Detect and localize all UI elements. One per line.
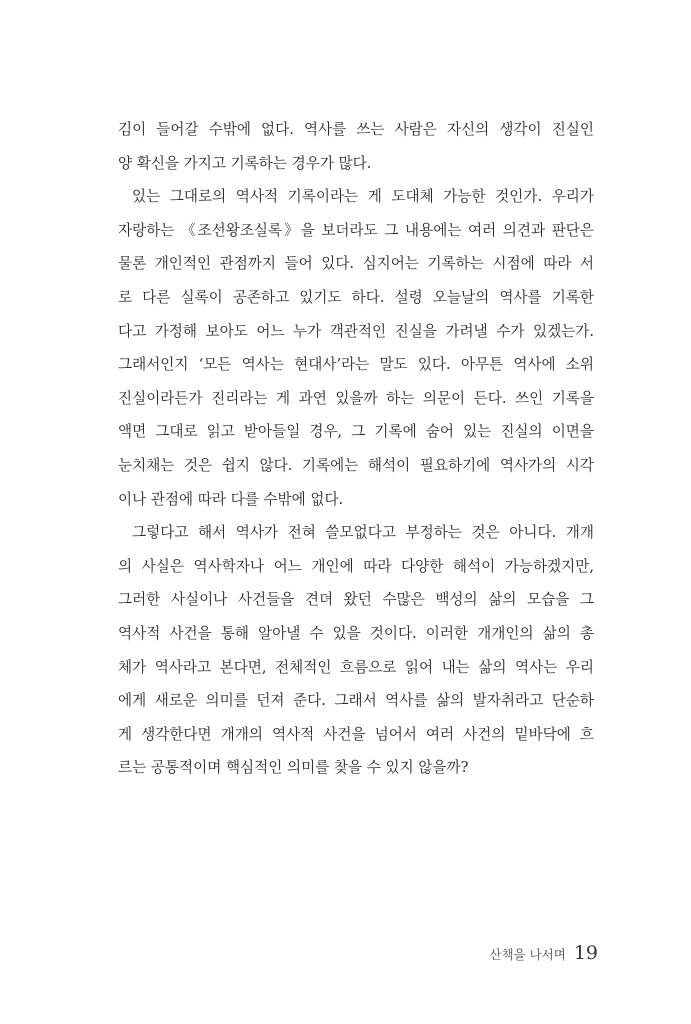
text-line: 김이 들어갈 수밖에 없다. 역사를 쓰는 사람은 자신의 생각이 진실인 <box>118 121 594 138</box>
text-line: 로 다른 실록이 공존하고 있기도 하다. 설령 오늘날의 역사를 기록한 <box>118 288 594 306</box>
text-line: 다고 가정해 보아도 어느 누가 객관적인 진실을 가려낼 수가 있겠는가. <box>118 322 594 340</box>
text-line: 이나 관점에 따라 다를 수밖에 없다. <box>118 490 344 508</box>
text-line: 게 생각한다면 개개의 역사적 사건을 넘어서 여러 사건의 밑바닥에 흐 <box>118 725 594 743</box>
page-footer <box>489 942 598 972</box>
text-line: 르는 공통적이며 핵심적인 의미를 찾을 수 있지 않을까? <box>118 759 469 777</box>
running-head: 산책을 나서며 <box>489 947 566 962</box>
text-line: 액면 그대로 읽고 받아들일 경우, 그 기록에 숨어 있는 진실의 이면을 <box>118 423 594 441</box>
text-line: 역사적 사건을 통해 알아낼 수 있을 것이다. 이러한 개개인의 삶의 총 <box>118 624 594 642</box>
text-line: 그렇다고 해서 역사가 전혀 쓸모없다고 부정하는 것은 아니다. 개개 <box>132 524 594 542</box>
text-line: 의 사실은 역사학자나 어느 개인에 따라 다양한 해석이 가능하겠지만, <box>118 557 594 575</box>
page-number: 19 <box>573 942 598 964</box>
text-line: 양 확신을 가지고 기록하는 경우가 많다. <box>118 154 372 172</box>
text-line: 눈치채는 것은 쉽지 않다. 기록에는 해석이 필요하기에 역사가의 시각 <box>118 456 594 474</box>
text-line: 그래서인지 ‘모든 역사는 현대사’라는 말도 있다. 아무튼 역사에 소위 <box>118 356 594 374</box>
text-line: 물론 개인적인 관점까지 들어 있다. 심지어는 기록하는 시점에 따라 서 <box>118 255 594 273</box>
text-line: 있는 그대로의 역사적 기록이라는 게 도대체 가능한 것인가. 우리가 <box>132 188 594 206</box>
text-line: 진실이라든가 진리라는 게 과연 있을까 하는 의문이 든다. 쓰인 기록을 <box>118 389 594 407</box>
text-line: 자랑하는 《조선왕조실록》을 보더라도 그 내용에는 여러 의견과 판단은 <box>118 221 594 239</box>
text-line: 체가 역사라고 본다면, 전체적인 흐름으로 읽어 내는 삶의 역사는 우리 <box>118 658 594 676</box>
text-line: 에게 새로운 의미를 던져 준다. 그래서 역사를 삶의 발자취라고 단순하 <box>118 692 594 710</box>
body-text <box>118 113 594 785</box>
text-line: 그러한 사실이나 사건들을 견뎌 왔던 수많은 백성의 삶의 모습을 그 <box>118 591 594 609</box>
